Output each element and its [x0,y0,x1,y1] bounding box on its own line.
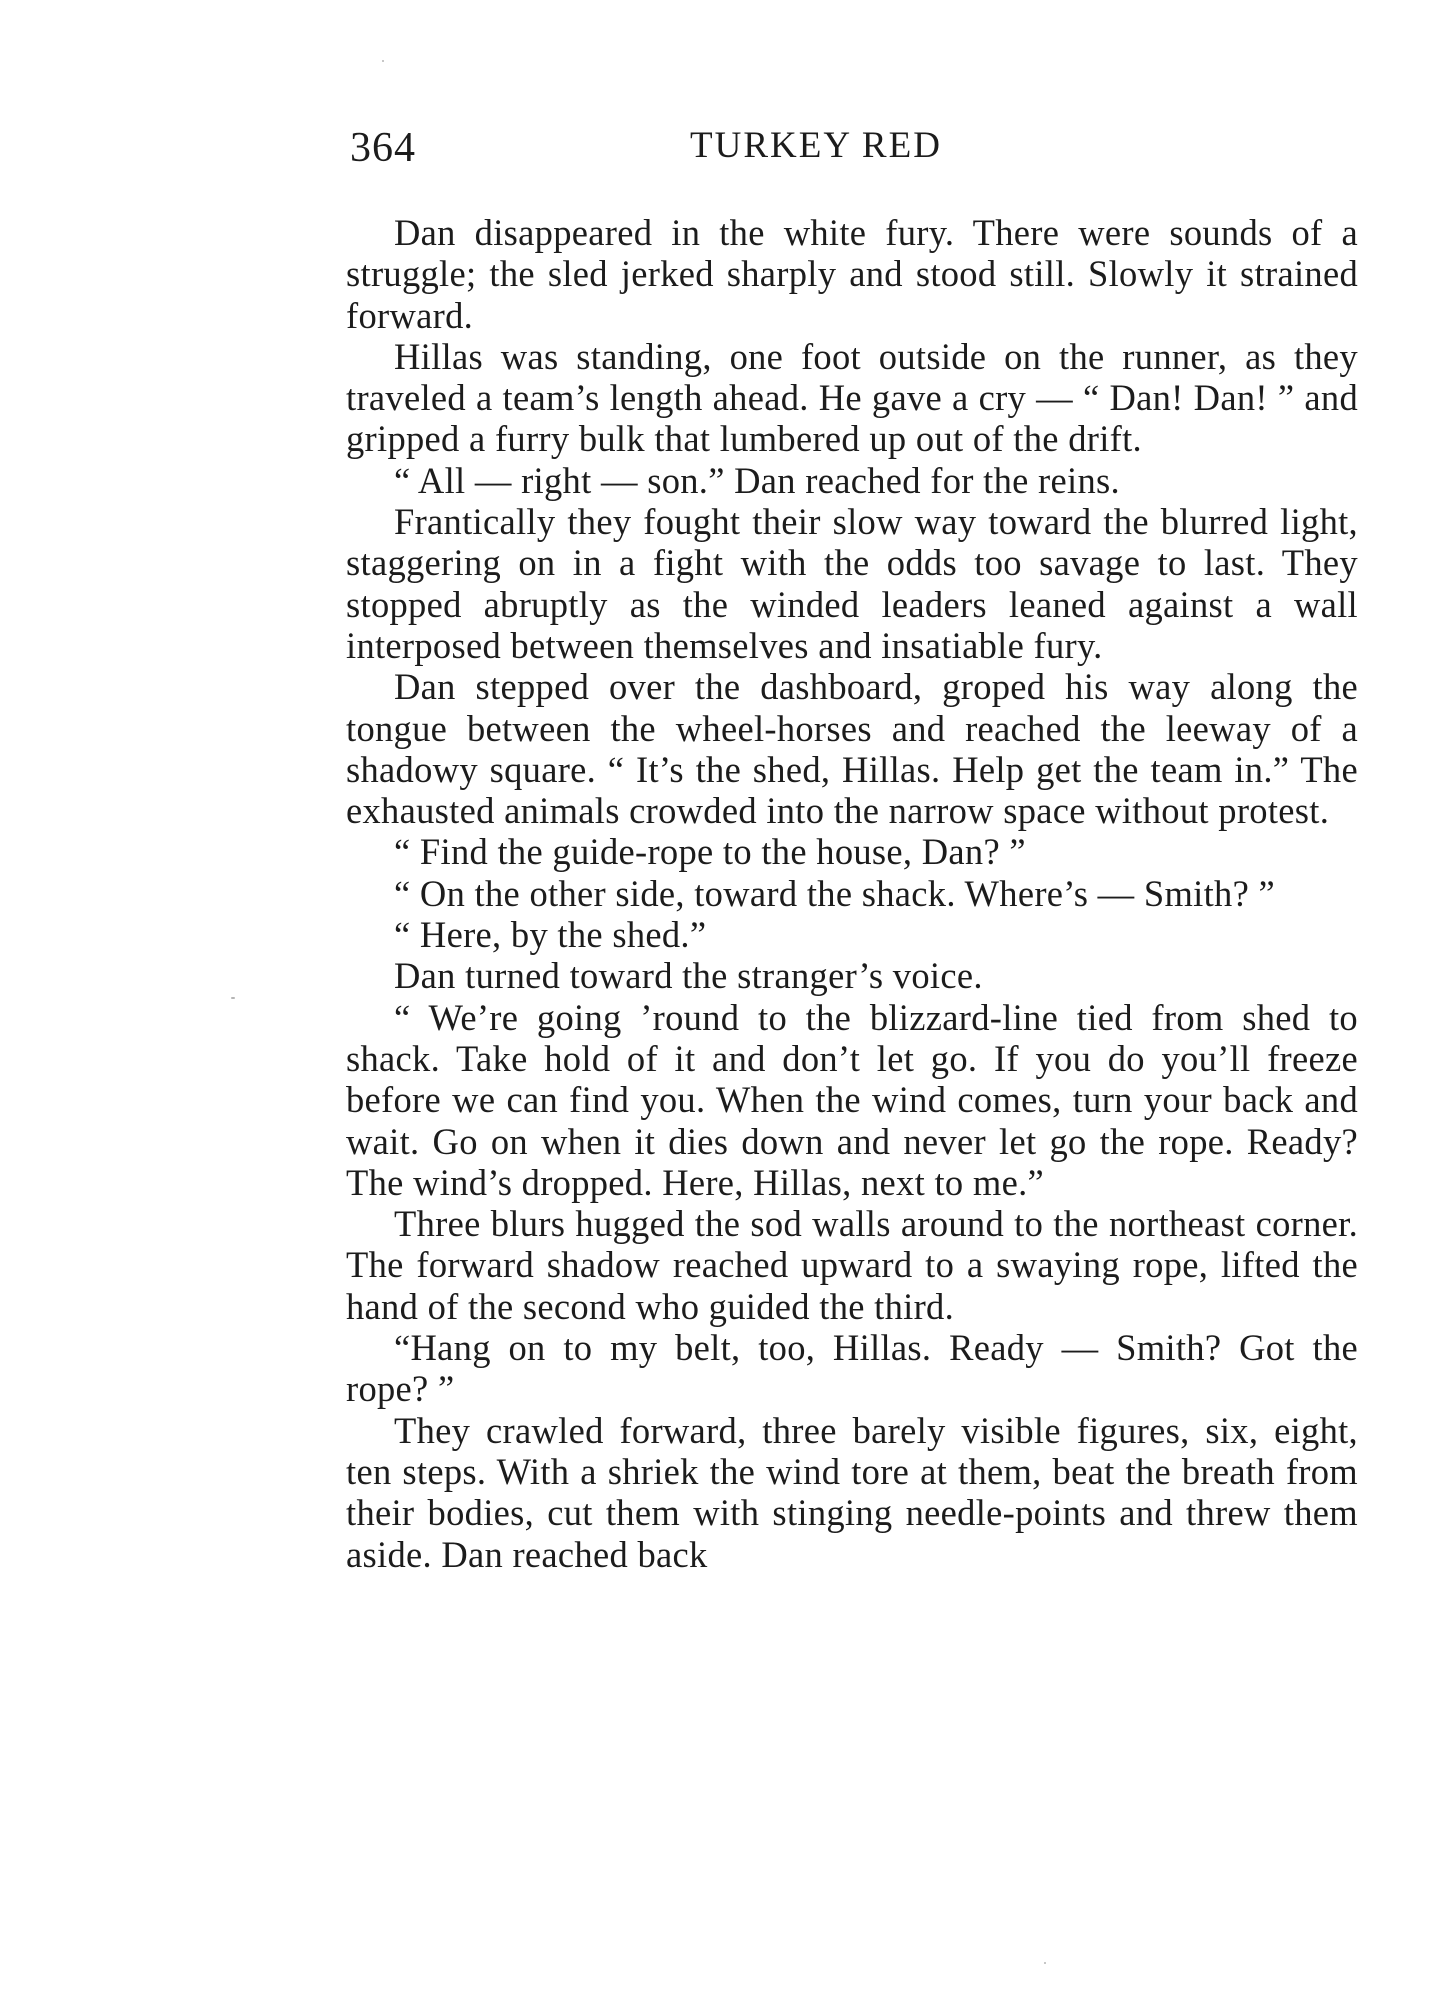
paragraph: Frantically they fought their slow way toward the blurred light, staggering on in a fight with the odds too savage to last. They stopped abruptly as the winded leaders leaned against a wall interposed between themselves and insatiable fury. [346,501,1358,666]
paragraph: They crawled forward, three barely visible figures, six, eight, ten steps. With a shriek the wind tore at them, beat the breath from their bodies, cut them with stinging needle-points and threw them aside. Dan reached back [346,1409,1358,1575]
paragraph: Dan turned toward the stranger’s voice. [394,955,983,997]
paper-speck [231,997,235,999]
paragraph: Dan disappeared in the white fury. There were sounds of a struggle; the sled jerked sharply and stood still. Slowly it strained forward. [346,212,1358,336]
running-title: TURKEY RED [690,125,942,166]
paragraph: “Hang on to my belt, too, Hillas. Ready — Smith? Got the rope? ” [346,1327,1358,1410]
paragraph: Three blurs hugged the sod walls around to the northeast corner. The forward shadow reached upward to a swaying rope, lifted the hand of the second who guided the third. [346,1203,1358,1327]
running-head [350,124,1360,180]
paragraph: “ Here, by the shed.” [394,914,707,956]
page-number: 364 [350,125,416,171]
paragraph: Dan stepped over the dashboard, groped his way along the tongue between the wheel-horses and reached the leeway of a shadowy square. “ It’s the shed, Hillas. Help get the team in.” The exhausted animals crowded into the narrow space without protest. [346,666,1358,832]
paragraph: “ We’re going ’round to the blizzard-line tied from shed to shack. Take hold of it and don’t let go. If you do you’ll freeze before we can find you. When the wind comes, turn your back and wait. Go on when it dies down and never let go the rope. Ready? The wind’s dropped. Here, Hillas, next to me.” [346,996,1358,1203]
paragraph: “ On the other side, toward the shack. Where’s — Smith? ” [394,872,1276,914]
paragraph: “ All — right — son.” Dan reached for the reins. [394,459,1120,501]
paper-speck [382,60,384,62]
paragraph: “ Find the guide-rope to the house, Dan? ” [394,831,1026,873]
paper-speck [1044,1962,1046,1964]
body-text [346,212,1358,1575]
paragraph: Hillas was standing, one foot outside on the runner, as they traveled a team’s length ahead. He gave a cry — “ Dan! Dan! ” and gripped a furry bulk that lumbered up out of the drift. [346,335,1358,460]
